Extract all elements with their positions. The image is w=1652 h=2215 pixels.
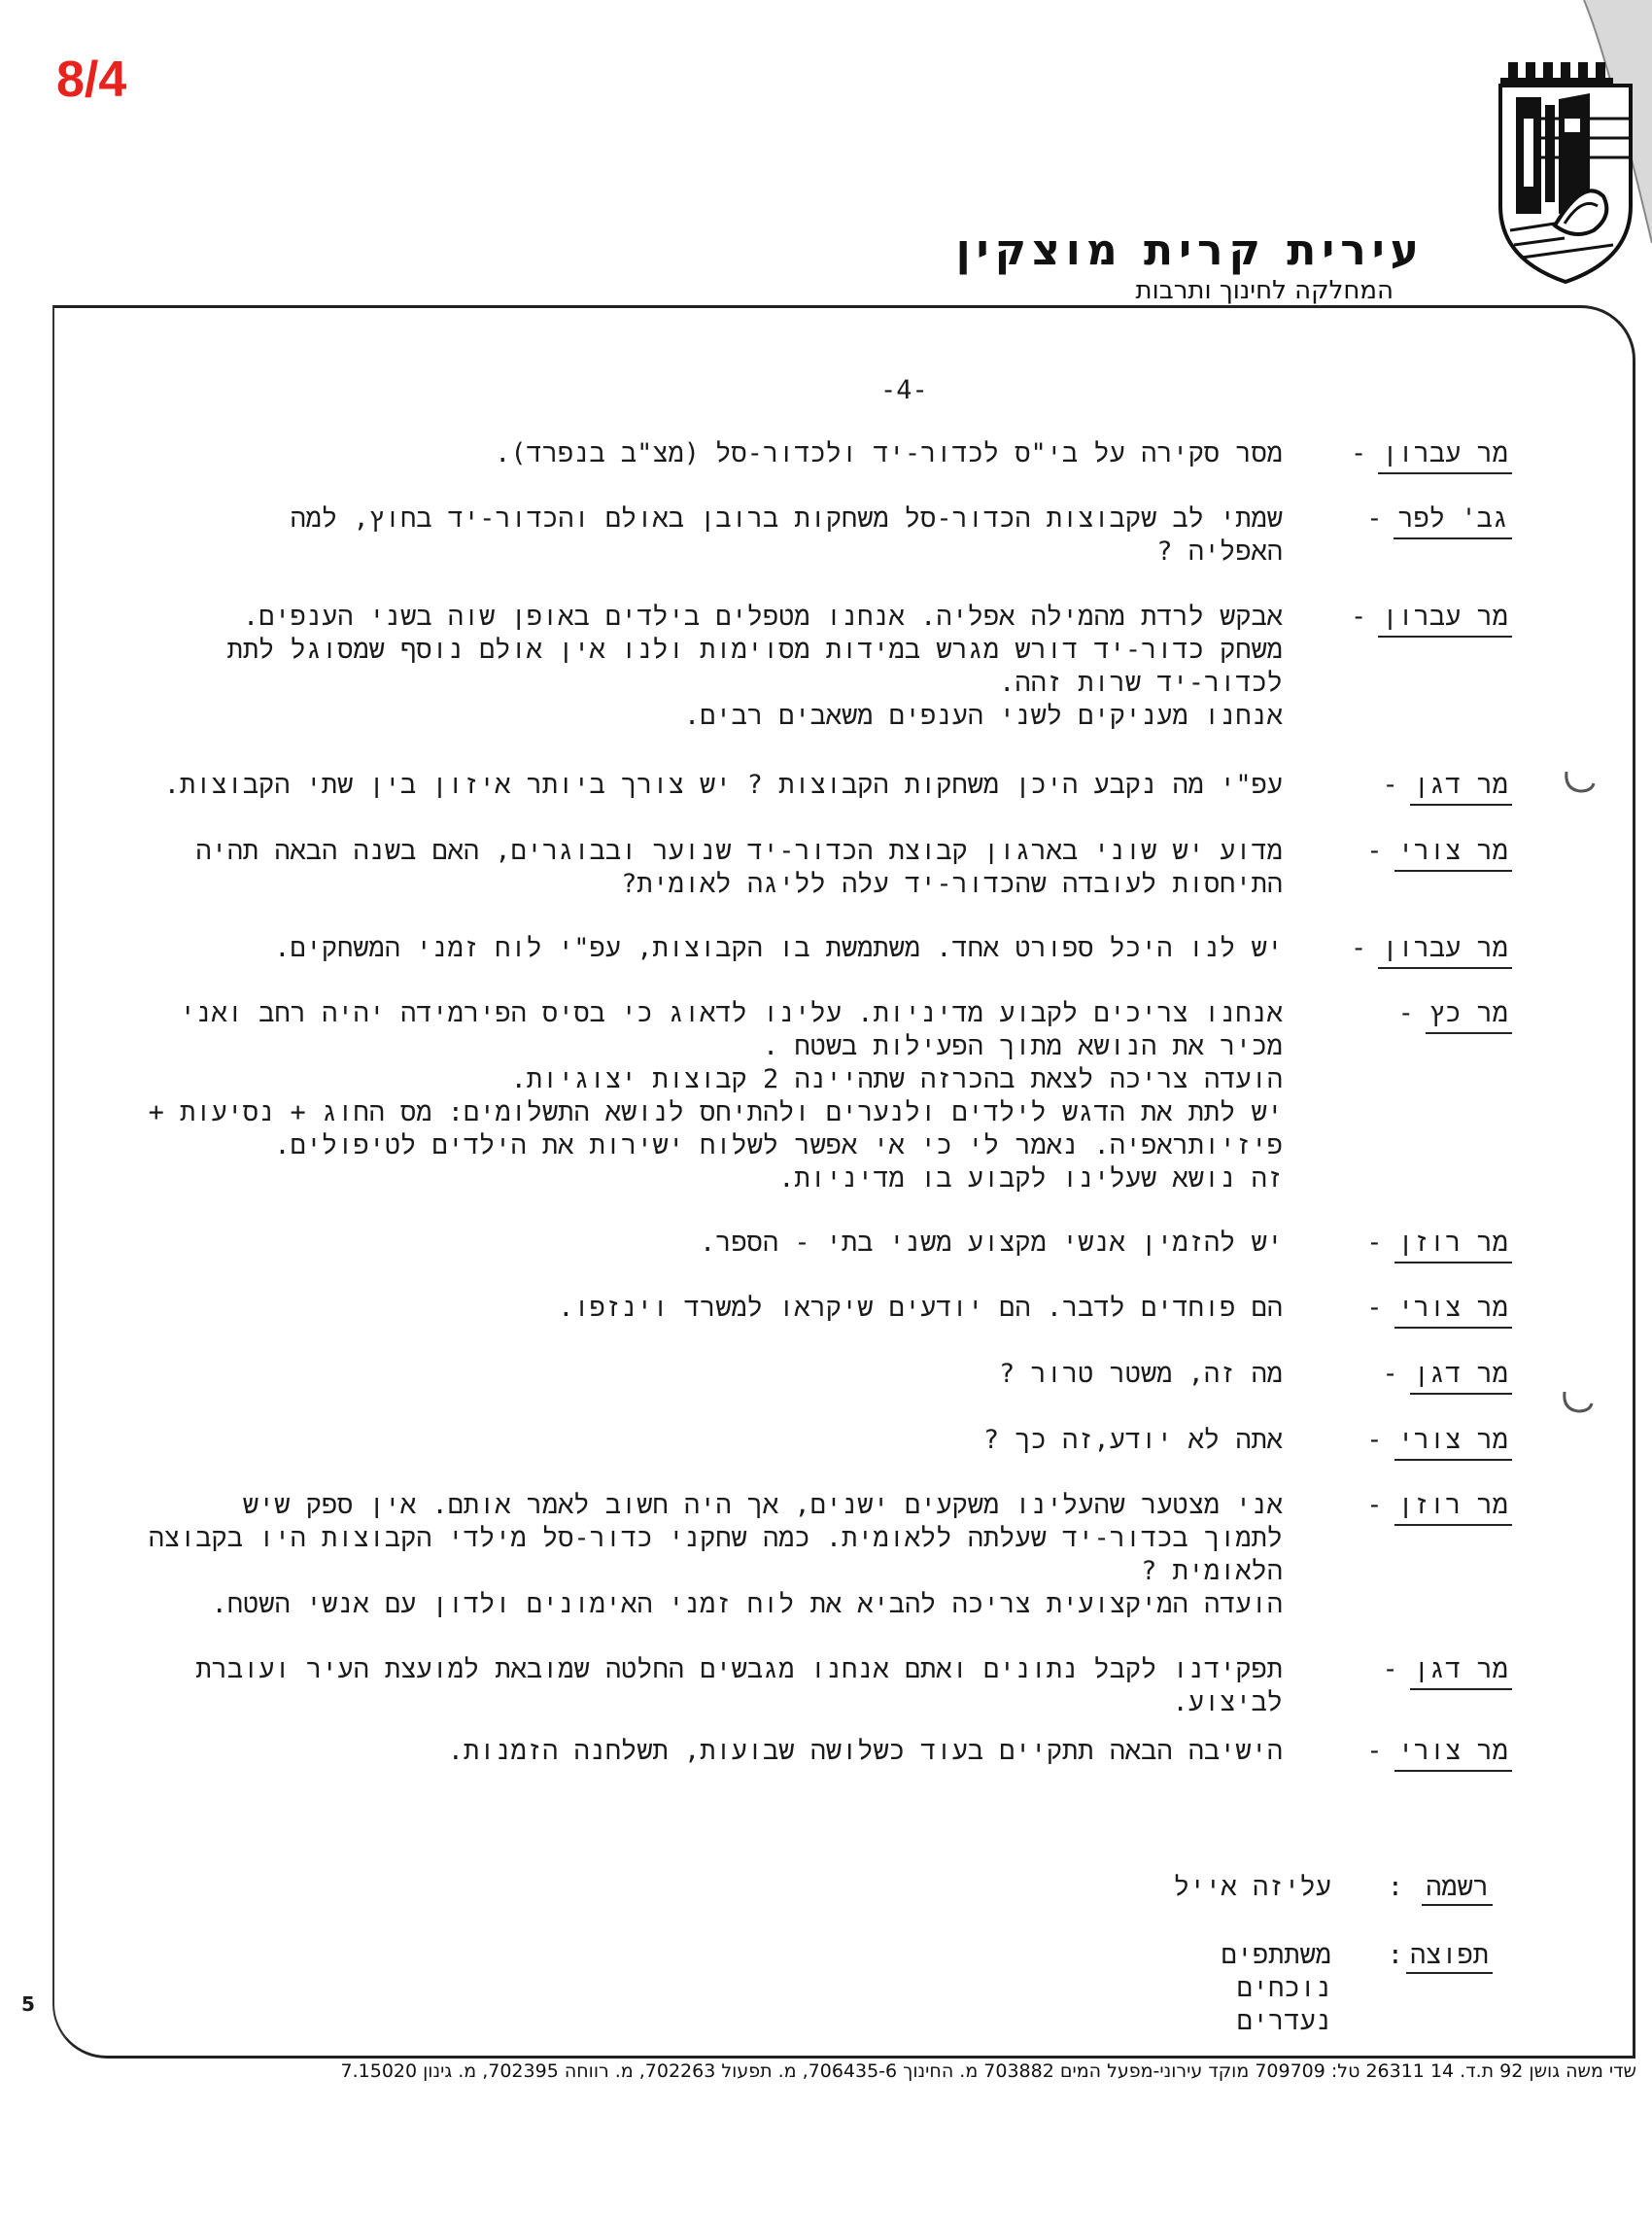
entry-line: יש לתת את הדגש לילדים ולנערים ולהתיחס לנושא התשלומים: מס החוג + נסיעות + xyxy=(148,1097,1283,1127)
recorded-by-label: רשמה xyxy=(1422,1872,1493,1906)
entry-line: משחק כדור-יד דורש מגרש במידות מסוימות ולנו אין אולם נוסף שמסוגל לתת xyxy=(226,635,1283,665)
minutes-entry: מר צורי- אתה לא יודע,זה כך ? xyxy=(68,1424,1613,1482)
entry-line: אני מצטער שהעלינו משקעים ישנים, אך היה חשוב לאמר אותם. אין ספק שיש xyxy=(242,1490,1283,1520)
distribution-item: נוכחים xyxy=(1236,1973,1331,2003)
speaker-name: מר צורי xyxy=(1394,1292,1512,1329)
distribution-item: משתתפים xyxy=(1221,1940,1331,1970)
minutes-entry: מר צורי- הישיבה הבאה תתקיים בעוד כשלושה שבועות, תשלחנה הזמנות. xyxy=(68,1735,1613,1793)
minutes-entry: מר צורי- מדוע יש שוני בארגון קבוצת הכדור-יד שנוער ובבוגרים, האם בשנה הבאה תהיה התיחסות לעובדה שהכדור-יד עלה לליגה לאומית? xyxy=(68,835,1613,893)
minutes-entry: מר עברון- יש לנו היכל ספורט אחד. משתמשת בו הקבוצות, עפ"י לוח זמני המשחקים. xyxy=(68,932,1613,990)
footer-contact-line: שדי משה גושן 92 ת.ד. 14 26311 טל: 709709 מוקד עירוני-מפעל המים 703882 מ. החינוך 706435-6, מ. תפעול 702263, מ. רווחה 702395, מ. גינון 7.15020 xyxy=(340,2060,1636,2082)
entry-line: פיזיותראפיה. נאמר לי כי אי אפשר לשלוח ישירות את הילדים לטיפולים. xyxy=(274,1130,1283,1160)
entry-line: הלאומית ? xyxy=(1141,1556,1283,1586)
distribution-item: נעדרים xyxy=(1236,2006,1331,2036)
speaker-name: מר רוזן xyxy=(1394,1489,1512,1526)
entry-line: תפקידנו לקבל נתונים ואתם אנחנו מגבשים החלטה שמובאת למועצת העיר ועוברת xyxy=(195,1654,1283,1684)
speaker-name: מר צורי xyxy=(1394,835,1512,872)
entry-line: הועדה צריכה לצאת בהכרזה שתהיינה 2 קבוצות יצוגיות. xyxy=(510,1064,1283,1094)
entry-line: הישיבה הבאה תתקיים בעוד כשלושה שבועות, תשלחנה הזמנות. xyxy=(447,1736,1283,1766)
speaker-name: מר צורי xyxy=(1394,1735,1512,1772)
entry-line: מדוע יש שוני בארגון קבוצת הכדור-יד שנוער ובבוגרים, האם בשנה הבאה תהיה xyxy=(195,836,1283,866)
minutes-entry: מר רוזן- יש להזמין אנשי מקצוע משני בתי - הספר. xyxy=(68,1227,1613,1285)
entry-line: מה זה, משטר טרור ? xyxy=(999,1359,1283,1389)
entry-line: לביצוע. xyxy=(1172,1687,1283,1717)
minutes-entry: מר דגן- מה זה, משטר טרור ? xyxy=(68,1358,1613,1416)
entry-line: לתמוך בכדור-יד שעלתה ללאומית. כמה שחקני כדור-סל מילדי הקבוצות היו בקבוצה xyxy=(148,1523,1283,1553)
entry-line: מסר סקירה על בי"ס לכדור-יד ולכדור-סל (מצ"ב בנפרד). xyxy=(495,438,1283,468)
minutes-entry: גב' לפר- שמתי לב שקבוצות הכדור-סל משחקות ברובן באולם והכדור-יד בחוץ, למה האפליה ? xyxy=(68,502,1613,561)
entry-line: הם פוחדים לדבר. הם יודעים שיקראו למשרד וינזפו. xyxy=(558,1293,1283,1323)
entry-line: זה נושא שעלינו לקבוע בו מדיניות. xyxy=(778,1163,1283,1194)
distribution-label: תפוצה xyxy=(1406,1940,1493,1974)
minutes-entry: מר דגן- עפ"י מה נקבע היכן משחקות הקבוצות ? יש צורך ביותר איזון בין שתי הקבוצות. xyxy=(68,769,1613,827)
left-margin-mark: 5 xyxy=(21,1992,35,2016)
speaker-name: מר עברון xyxy=(1378,932,1512,969)
minutes-entry: מר צורי- הם פוחדים לדבר. הם יודעים שיקראו למשרד וינזפו. xyxy=(68,1292,1613,1350)
minutes-entry: מר רוזן- אני מצטער שהעלינו משקעים ישנים, אך היה חשוב לאמר אותם. אין ספק שיש לתמוך בכדור-יד שעלתה ללאומית. כמה שחקני כדור-סל מילדי הקבוצות היו בקבוצה הלאומית ? הועדה המיקצועית צריכה להביא את לוח זמני האימונים ולדון עם אנשי השטח. xyxy=(68,1489,1613,1547)
city-name-heading: עירית קרית מוצקין xyxy=(955,225,1425,275)
entry-line: התיחסות לעובדה שהכדור-יד עלה לליגה לאומית? xyxy=(621,869,1283,899)
minutes-entry: מר עברון- אבקש לרדת מהמילה אפליה. אנחנו מטפלים בילדים באופן שוה בשני הענפים. משחק כדור-יד דורש מגרש במידות מסוימות ולנו אין אולם נוסף שמסוגל לתת לכדור-יד שרות זהה. אנחנו מעניקים לשני הענפים משאבים רבים. xyxy=(68,601,1613,659)
minutes-entry: מר דגן- תפקידנו לקבל נתונים ואתם אנחנו מגבשים החלטה שמובאת למועצת העיר ועוברת לביצוע. xyxy=(68,1653,1613,1712)
entry-line: אתה לא יודע,זה כך ? xyxy=(982,1425,1283,1455)
speaker-name: מר עברון xyxy=(1378,437,1512,474)
entry-line: מכיר את הנושא מתוך הפעילות בשטח . xyxy=(762,1031,1283,1061)
speaker-name: מר עברון xyxy=(1378,601,1512,638)
entry-line: שמתי לב שקבוצות הכדור-סל משחקות ברובן באולם והכדור-יד בחוץ, למה xyxy=(290,503,1283,534)
corner-page-mark: 8/4 xyxy=(56,52,127,108)
speaker-name: מר דגן xyxy=(1410,1653,1512,1690)
entry-line: אנחנו מעניקים לשני הענפים משאבים רבים. xyxy=(683,701,1283,731)
entry-line: אנחנו צריכים לקבוע מדיניות. עלינו לדאוג כי בסיס הפירמידה יהיה רחב ואני xyxy=(180,998,1283,1028)
recorder-name: עליזה אייל xyxy=(1173,1872,1331,1902)
minutes-entry: מר כץ- אנחנו צריכים לקבוע מדיניות. עלינו לדאוג כי בסיס הפירמידה יהיה רחב ואני מכיר את הנושא מתוך הפעילות בשטח . הועדה צריכה לצאת בהכרזה שתהיינה 2 קבוצות יצוגיות. יש לתת את הדגש לילדים ולנערים ולהתיחס לנושא התשלומים: מס החוג + נסיעות + פיזיותראפיה. נאמר לי כי אי אפשר לשלוח ישירות את הילדים לטיפולים. זה נושא שעלינו לקבוע בו מדיניות. xyxy=(68,997,1613,1056)
speaker-name: מר רוזן xyxy=(1394,1227,1512,1263)
entry-line: אבקש לרדת מהמילה אפליה. אנחנו מטפלים בילדים באופן שוה בשני הענפים. xyxy=(242,602,1283,632)
speaker-name: מר כץ xyxy=(1426,997,1512,1034)
entry-line: עפ"י מה נקבע היכן משחקות הקבוצות ? יש צורך ביותר איזון בין שתי הקבוצות. xyxy=(163,770,1283,800)
entry-line: הועדה המיקצועית צריכה להביא את לוח זמני האימונים ולדון עם אנשי השטח. xyxy=(211,1589,1283,1619)
entry-line: לכדור-יד שרות זהה. xyxy=(999,668,1283,698)
department-subheading: המחלקה לחינוך ותרבות xyxy=(1135,276,1394,305)
speaker-name: מר צורי xyxy=(1394,1424,1512,1461)
speaker-name: מר דגן xyxy=(1410,769,1512,806)
page-number: -4- xyxy=(880,375,928,405)
speaker-name: גב' לפר xyxy=(1394,502,1512,539)
entry-line: יש להזמין אנשי מקצוע משני בתי - הספר. xyxy=(700,1228,1283,1258)
city-crest-logo xyxy=(1497,60,1635,284)
entry-line: האפליה ? xyxy=(1156,536,1283,567)
entry-line: יש לנו היכל ספורט אחד. משתמשת בו הקבוצות, עפ"י לוח זמני המשחקים. xyxy=(274,933,1283,963)
speaker-name: מר דגן xyxy=(1410,1358,1512,1395)
minutes-entry: מר עברון- מסר סקירה על בי"ס לכדור-יד ולכדור-סל (מצ"ב בנפרד). xyxy=(68,437,1613,496)
